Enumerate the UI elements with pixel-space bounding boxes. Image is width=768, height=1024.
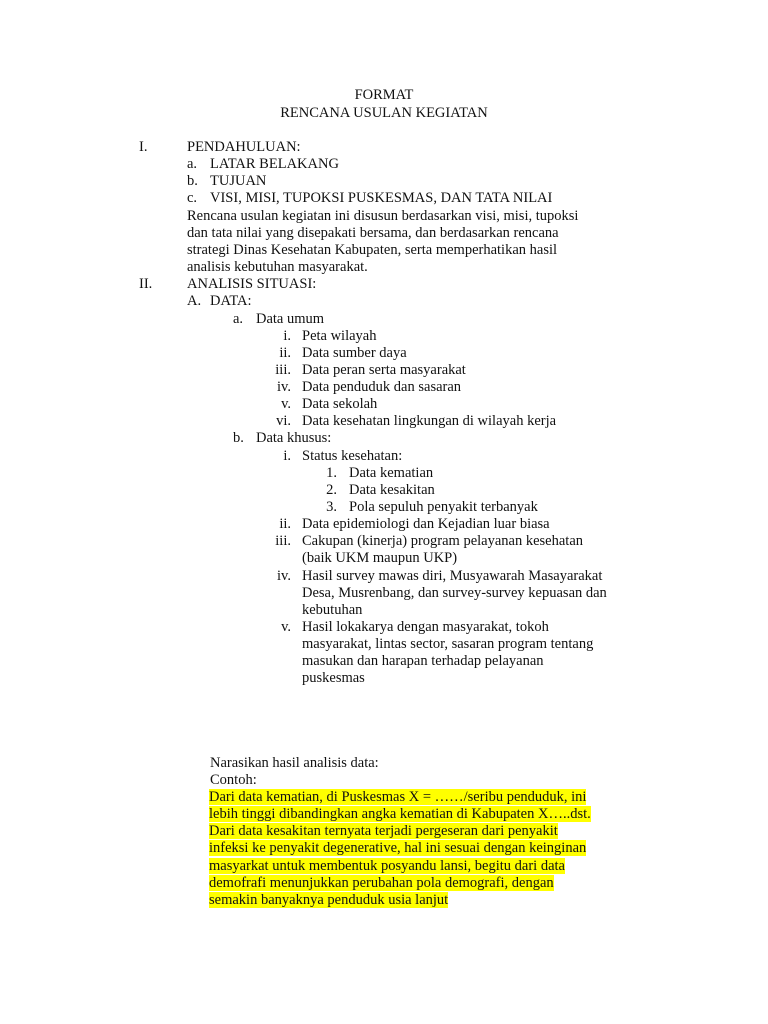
section-1-paragraph-line: dan tata nilai yang disepakati bersama, dan berdasarkan rencana: [187, 225, 559, 241]
list-marker: v.: [281, 619, 291, 635]
section-1-item-marker: b.: [187, 173, 198, 189]
section-1-heading: PENDAHULUAN:: [187, 139, 301, 155]
section-1-item: VISI, MISI, TUPOKSI PUSKESMAS, DAN TATA NILAI: [210, 190, 553, 206]
list-marker: iv.: [277, 379, 291, 395]
list-marker: iii.: [275, 362, 291, 378]
narasi-example-label: Contoh:: [210, 772, 257, 788]
numbered-item: Data kematian: [349, 465, 434, 481]
numbered-marker: 2.: [326, 482, 337, 498]
section-1-number: I.: [139, 139, 148, 155]
list-marker: v.: [281, 396, 291, 412]
list-item: Peta wilayah: [302, 328, 377, 344]
numbered-marker: 3.: [326, 499, 337, 515]
list-marker: ii.: [279, 345, 291, 361]
list-item-line: masukan dan harapan terhadap pelayanan: [302, 653, 544, 669]
list-item: Data sumber daya: [302, 345, 407, 361]
list-item-line: puskesmas: [302, 670, 365, 686]
section-1-item-marker: a.: [187, 156, 198, 172]
list-item-line: Hasil survey mawas diri, Musyawarah Masayarakat: [302, 568, 603, 584]
data-khusus-marker: b.: [233, 430, 244, 446]
highlighted-text-line: masyarkat untuk membentuk posyandu lansi, begitu dari data: [209, 858, 565, 874]
document-subtitle: RENCANA USULAN KEGIATAN: [280, 105, 488, 121]
section-1-paragraph-line: strategi Dinas Kesehatan Kabupaten, serta memperhatikan hasil: [187, 242, 558, 258]
list-marker: ii.: [279, 516, 291, 532]
highlighted-text-line: Dari data kematian, di Puskesmas X = ……/seribu penduduk, ini: [209, 789, 587, 805]
list-item-line: (baik UKM maupun UKP): [302, 550, 458, 566]
section-1-item: TUJUAN: [210, 173, 267, 189]
section-1-item-marker: c.: [187, 190, 198, 206]
list-item: Data sekolah: [302, 396, 378, 412]
list-item: Data penduduk dan sasaran: [302, 379, 462, 395]
numbered-item: Data kesakitan: [349, 482, 435, 498]
list-item: Data peran serta masyarakat: [302, 362, 466, 378]
section-1-paragraph-line: analisis kebutuhan masyarakat.: [187, 259, 368, 275]
list-marker: iii.: [275, 533, 291, 549]
list-item-line: Data epidemiologi dan Kejadian luar biasa: [302, 516, 550, 532]
list-marker: i.: [283, 448, 291, 464]
highlighted-text-line: infeksi ke penyakit degenerative, hal ini sesuai dengan keinginan: [209, 840, 587, 856]
section-1-item: LATAR BELAKANG: [210, 156, 339, 172]
highlighted-text-line: Dari data kesakitan ternyata terjadi pergeseran dari penyakit: [209, 823, 558, 839]
list-item-line: masyarakat, lintas sector, sasaran program tentang: [302, 636, 594, 652]
list-item: Data kesehatan lingkungan di wilayah kerja: [302, 413, 557, 429]
list-item-line: Hasil lokakarya dengan masyarakat, tokoh: [302, 619, 549, 635]
list-marker: i.: [283, 328, 291, 344]
list-marker: iv.: [277, 568, 291, 584]
numbered-item: Pola sepuluh penyakit terbanyak: [349, 499, 538, 515]
section-2-heading: ANALISIS SITUASI:: [187, 276, 317, 292]
subsection-heading: DATA:: [210, 293, 252, 309]
data-umum-heading: Data umum: [256, 311, 325, 327]
subsection-marker: A.: [187, 293, 202, 309]
numbered-marker: 1.: [326, 465, 337, 481]
document-title: FORMAT: [354, 87, 414, 103]
data-khusus-heading: Data khusus:: [256, 430, 332, 446]
narasi-intro: Narasikan hasil analisis data:: [210, 755, 379, 771]
list-item-line: Cakupan (kinerja) program pelayanan kesehatan: [302, 533, 584, 549]
highlighted-text-line: lebih tinggi dibandingkan angka kematian di Kabupaten X…..dst.: [209, 806, 591, 822]
status-kesehatan-heading: Status kesehatan:: [302, 448, 403, 464]
data-umum-marker: a.: [233, 311, 244, 327]
section-1-paragraph-line: Rencana usulan kegiatan ini disusun berdasarkan visi, misi, tupoksi: [187, 208, 579, 224]
highlighted-text-line: semakin banyaknya penduduk usia lanjut: [209, 892, 449, 908]
section-2-number: II.: [139, 276, 153, 292]
highlighted-text-line: demofrafi menunjukkan perubahan pola demografi, dengan: [209, 875, 554, 891]
list-item-line: Desa, Musrenbang, dan survey-survey kepuasan dan: [302, 585, 607, 601]
list-marker: vi.: [276, 413, 291, 429]
list-item-line: kebutuhan: [302, 602, 363, 618]
